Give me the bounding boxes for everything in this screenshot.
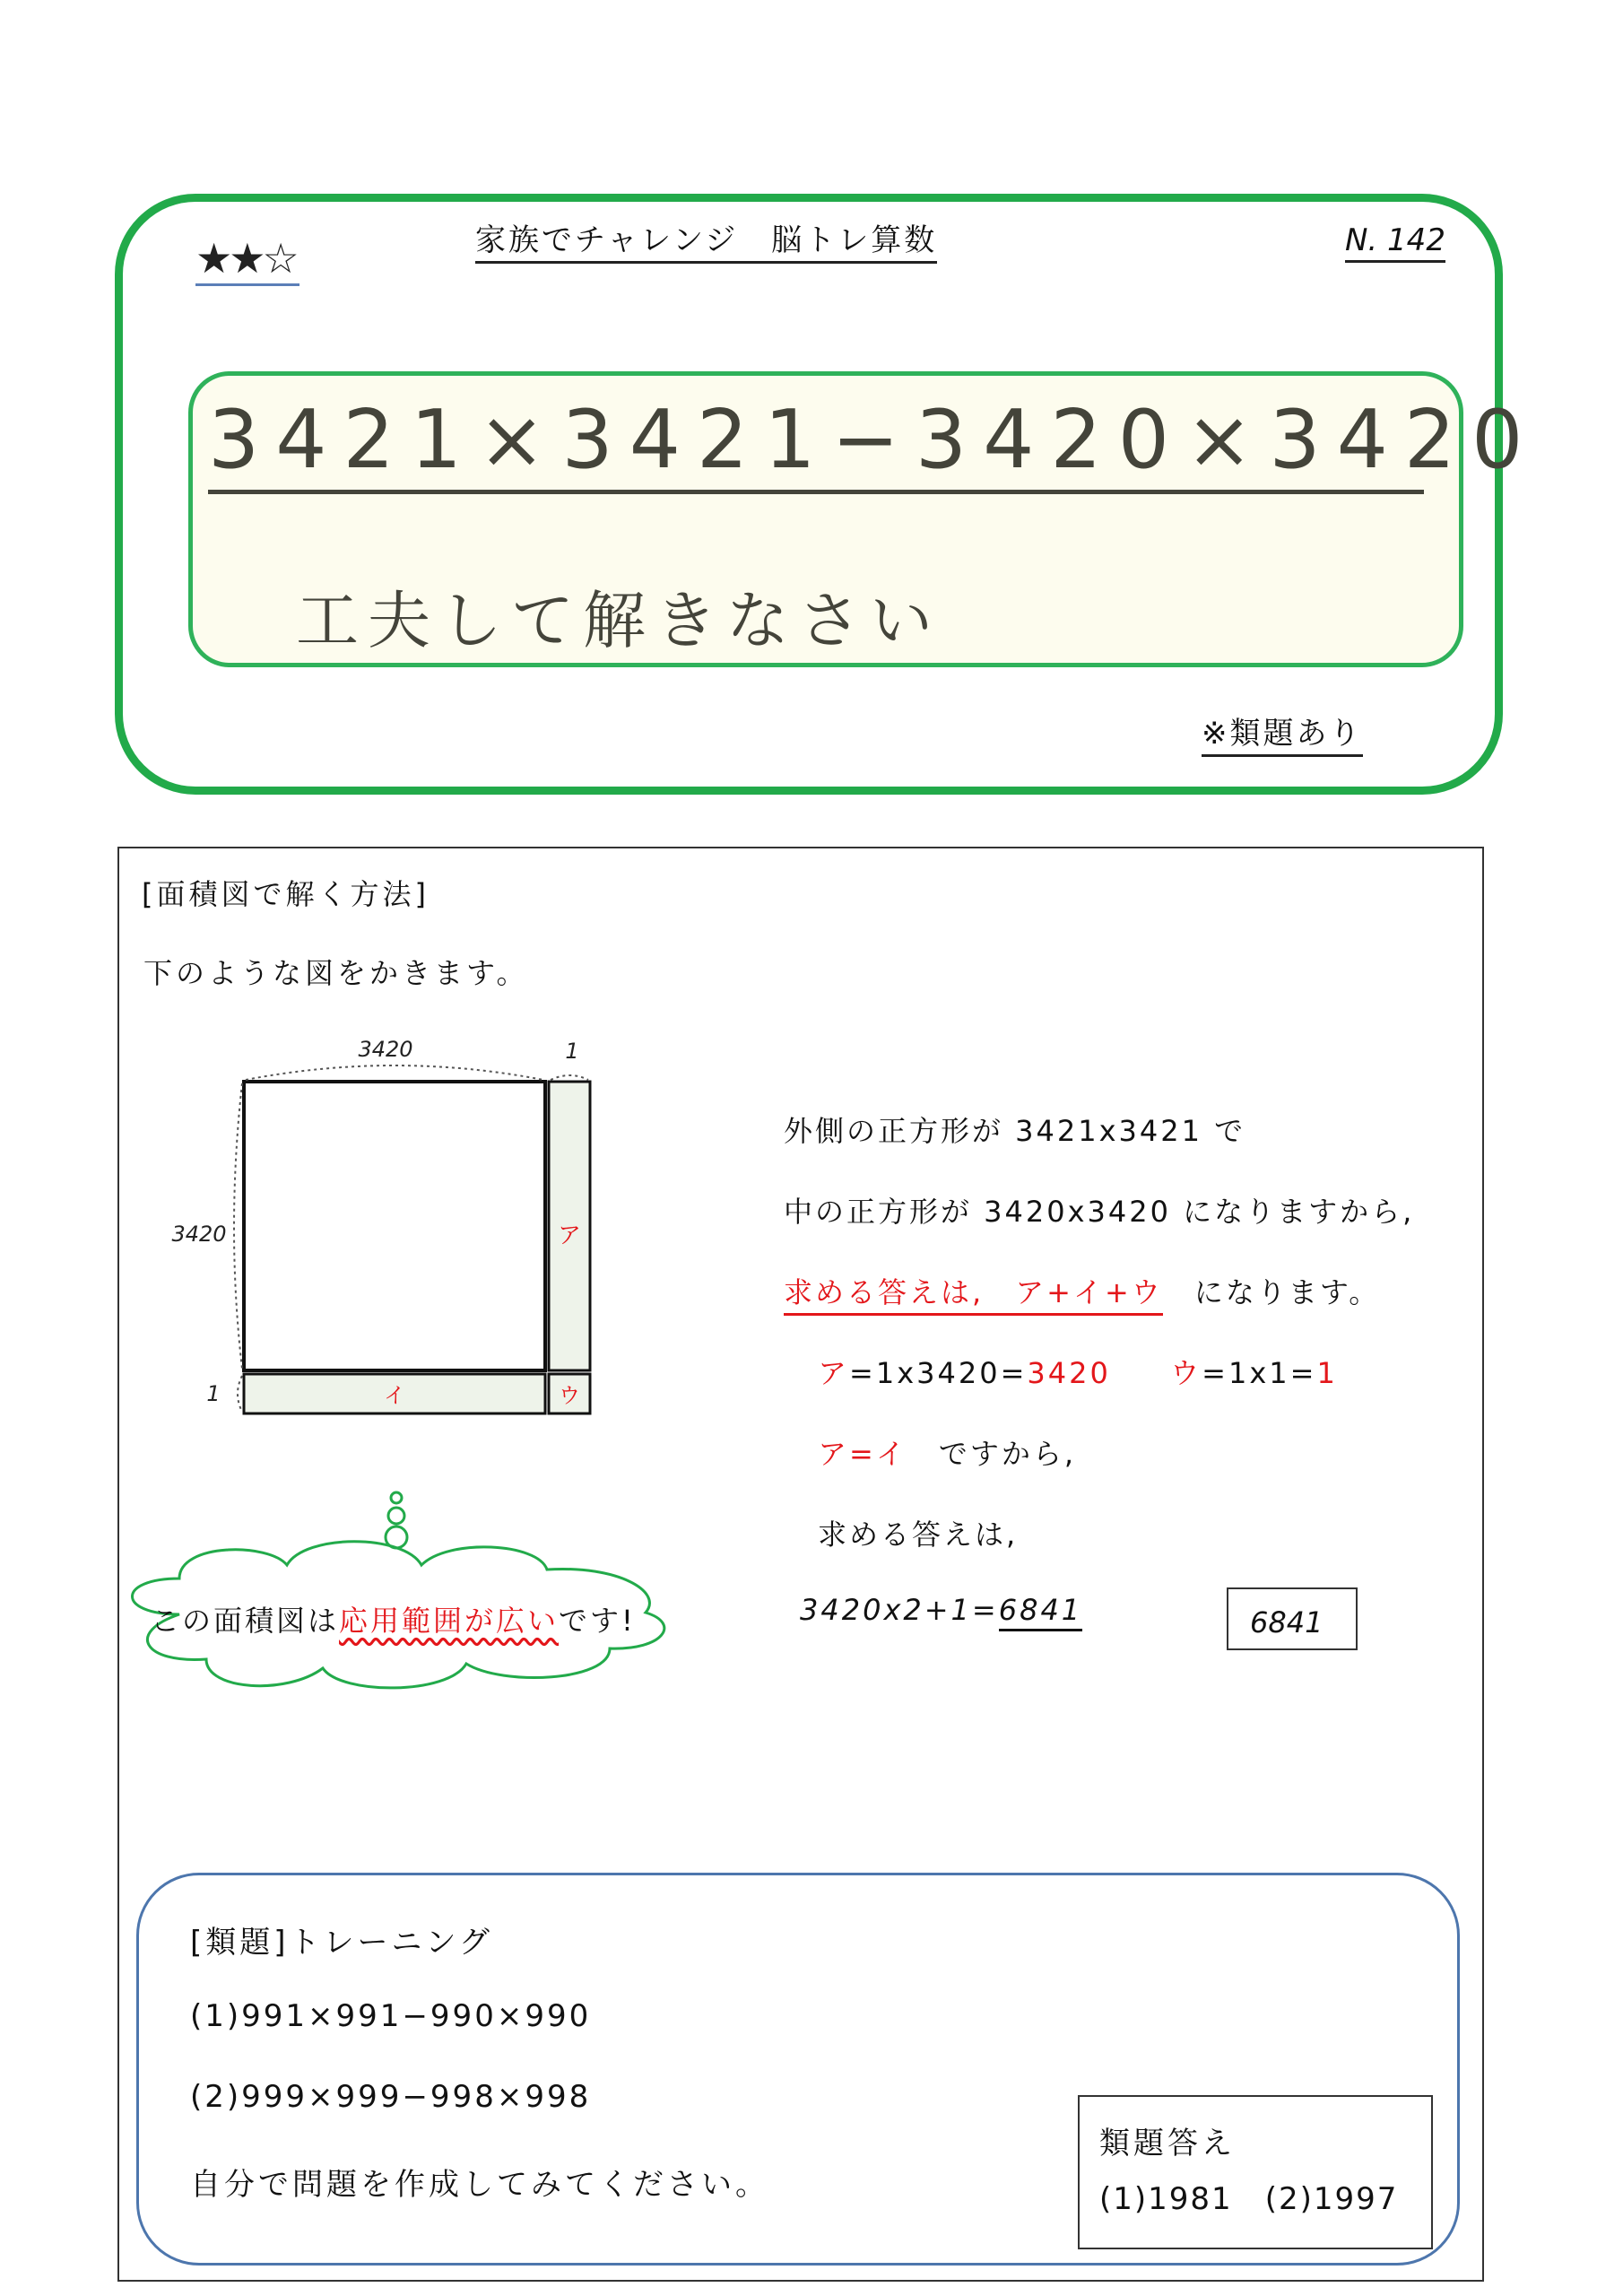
explanation-line-4: [818, 1351, 1338, 1392]
training-answer-title: 類題答え: [1099, 2126, 1236, 2161]
line-5-suffix: ですから,: [907, 1437, 1077, 1471]
training-question-2: (2)999×999−998×998: [190, 2079, 592, 2115]
answer-sum-phrase: 求める答えは, ア+イ+ウ: [784, 1275, 1163, 1316]
answer-box: 6841: [1227, 1587, 1358, 1650]
top-right-dimension-label: 1: [565, 1039, 579, 1064]
explanation-line-7: [800, 1593, 1082, 1627]
left-dimension-arc: [234, 1083, 242, 1369]
region-a-label: ア: [557, 1222, 582, 1249]
final-formula: 3420x2+1=: [800, 1593, 999, 1627]
region-i-label: イ: [384, 1383, 405, 1408]
top-dimension-arc: [246, 1065, 543, 1080]
top-right-dimension-arc: [551, 1075, 588, 1080]
problem-expression: 3421×3421−3420×3420: [208, 391, 1424, 494]
training-self-make: 自分で問題を作成してみてください。: [190, 2167, 769, 2203]
region-u-formula: =1x1=: [1202, 1356, 1317, 1390]
cloud-highlight: 応用範囲が広い: [339, 1604, 560, 1638]
region-a-formula: =1x3420=: [849, 1356, 1028, 1390]
solution-intro: 下のような図をかきます。: [143, 956, 529, 990]
left-dimension-label: 3420: [171, 1222, 227, 1247]
top-dimension-label: 3420: [358, 1037, 413, 1062]
solution-heading: [面積図で解く方法]: [142, 877, 430, 911]
region-a-value: 3420: [1027, 1356, 1111, 1390]
explanation-line-2: 中の正方形が 3420x3420 になりますから,: [784, 1195, 1415, 1229]
problem-instruction: 工夫して解きなさい: [296, 584, 942, 657]
difficulty-stars: ★★☆: [195, 235, 299, 286]
header-title: 家族でチャレンジ 脳トレ算数: [475, 215, 937, 264]
explanation-line-5: [818, 1431, 1076, 1473]
cloud-message: [151, 1598, 636, 1639]
training-question-1: (1)991×991−990×990: [190, 1998, 592, 2034]
line-3-suffix: になります。: [1162, 1275, 1381, 1309]
region-u-value: 1: [1316, 1356, 1338, 1390]
final-result: 6841: [999, 1593, 1082, 1631]
cloud-prefix: この面積図は: [151, 1604, 340, 1638]
region-a-ref: ア: [818, 1356, 850, 1390]
explanation-line-1: 外側の正方形が 3421x3421 で: [784, 1114, 1246, 1148]
explanation-line-6: 求める答えは,: [818, 1518, 1019, 1552]
training-answer-values: (1)1981 (2)1997: [1099, 2181, 1399, 2217]
training-title: [類題]トレーニング: [190, 1925, 493, 1961]
inner-square: [244, 1082, 545, 1370]
bottom-left-dimension-arc: [238, 1376, 242, 1412]
bottom-left-dimension-label: 1: [206, 1381, 221, 1406]
thought-cloud: [108, 1480, 681, 1704]
a-equals-i: ア=イ: [818, 1437, 907, 1471]
cloud-bubble-mid: [388, 1508, 404, 1524]
problem-number: N. 142: [1345, 222, 1445, 263]
region-u-label: ウ: [559, 1383, 580, 1408]
cloud-bubble-small: [391, 1492, 402, 1503]
similar-problem-note: ※類題あり: [1202, 709, 1363, 757]
explanation-line-3: [784, 1270, 1380, 1311]
cloud-suffix: です!: [559, 1604, 636, 1638]
area-diagram: [143, 1031, 610, 1426]
region-u-ref: ウ: [1170, 1356, 1202, 1390]
